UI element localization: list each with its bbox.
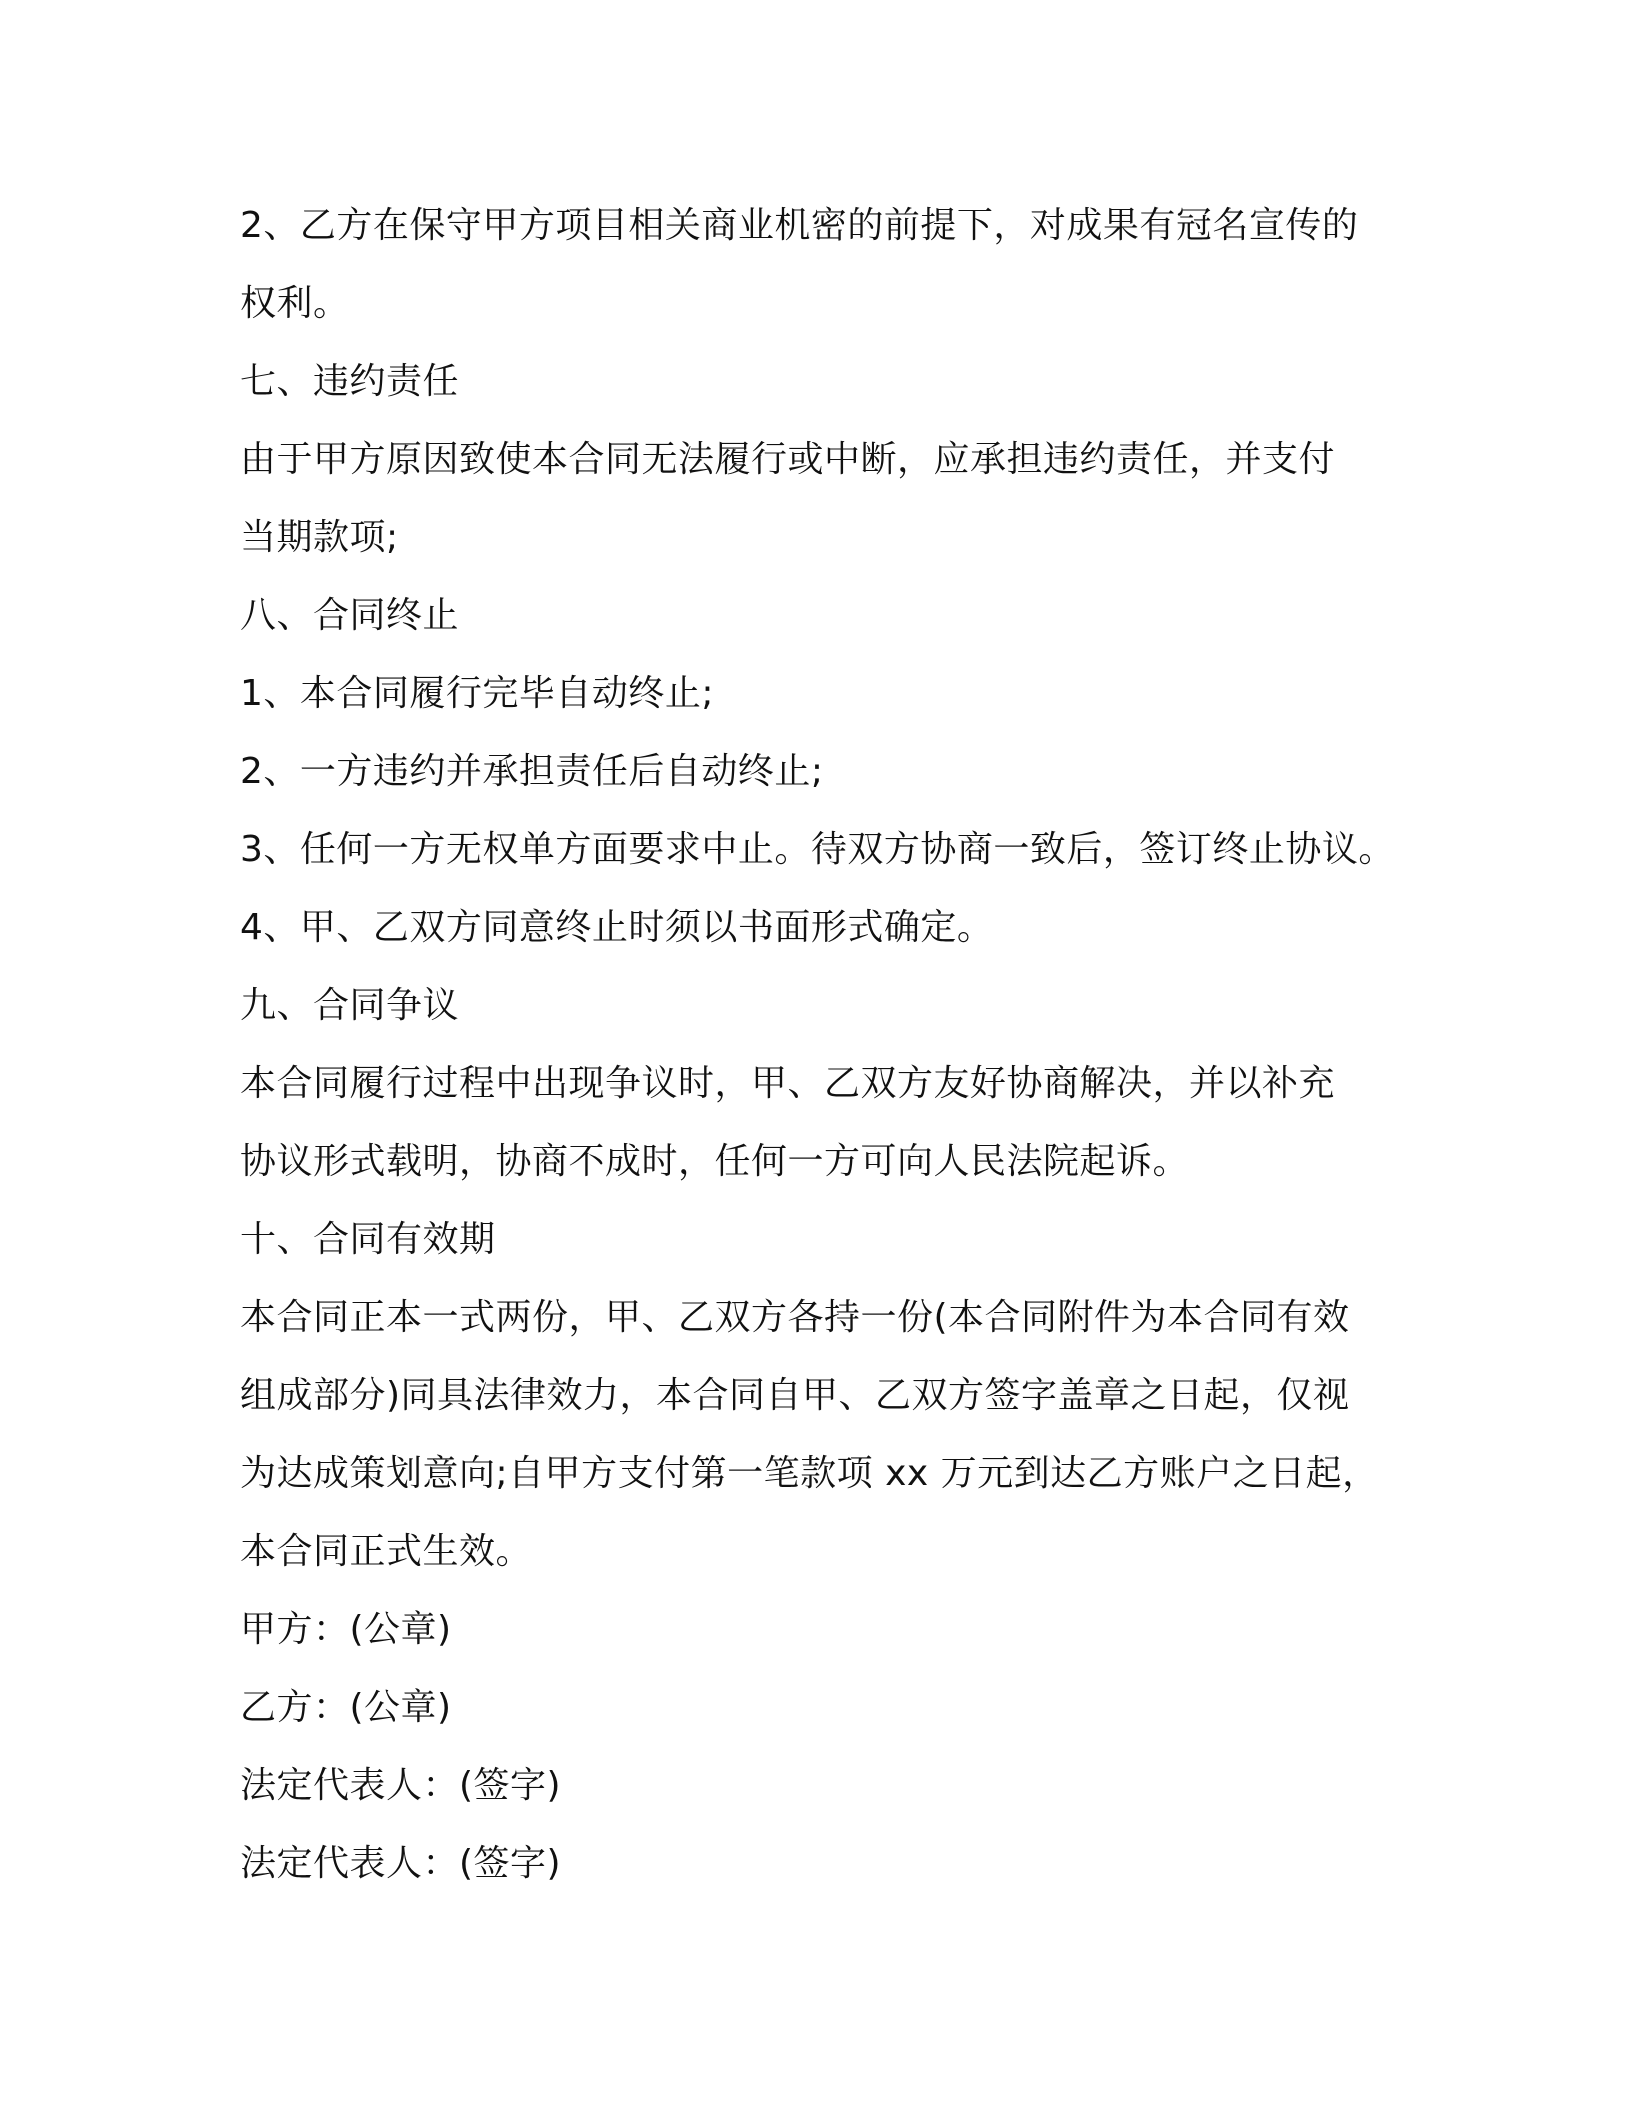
dispute-paragraph-line-2: 协议形式载明，协商不成时，任何一方可向人民法院起诉。	[240, 1141, 1190, 1182]
breach-paragraph-line-1: 由于甲方原因致使本合同无法履行或中断，应承担违约责任，并支付	[240, 439, 1336, 480]
section-heading-breach-liability: 七、违约责任	[240, 361, 460, 402]
section-heading-validity: 十、合同有效期	[240, 1219, 496, 1260]
validity-paragraph-line-3: 为达成策划意向;自甲方支付第一笔款项 xx 万元到达乙方账户之日起，	[240, 1453, 1379, 1494]
breach-paragraph-line-2: 当期款项;	[240, 517, 399, 558]
clause-6-item-2-line-2: 权利。	[240, 283, 350, 324]
party-b-seal: 乙方：(公章)	[240, 1687, 452, 1728]
dispute-paragraph-line-1: 本合同履行过程中出现争议时，甲、乙双方友好协商解决，并以补充	[240, 1063, 1336, 1104]
clause-6-item-2-line-1: 2、乙方在保守甲方项目相关商业机密的前提下，对成果有冠名宣传的	[240, 205, 1359, 246]
termination-item-4: 4、甲、乙双方同意终止时须以书面形式确定。	[240, 907, 994, 948]
termination-item-3: 3、任何一方无权单方面要求中止。待双方协商一致后，签订终止协议。	[240, 829, 1395, 870]
validity-paragraph-line-4: 本合同正式生效。	[240, 1531, 533, 1572]
legal-representative-signature-1: 法定代表人：(签字)	[240, 1765, 562, 1806]
validity-paragraph-line-2: 组成部分)同具法律效力，本合同自甲、乙双方签字盖章之日起，仅视	[240, 1375, 1350, 1416]
termination-item-1: 1、本合同履行完毕自动终止;	[240, 673, 715, 714]
party-a-seal: 甲方：(公章)	[240, 1609, 452, 1650]
section-heading-dispute: 九、合同争议	[240, 985, 460, 1026]
section-heading-termination: 八、合同终止	[240, 595, 460, 636]
legal-representative-signature-2: 法定代表人：(签字)	[240, 1843, 562, 1884]
termination-item-2: 2、一方违约并承担责任后自动终止;	[240, 751, 824, 792]
contract-page	[240, 187, 1410, 1903]
validity-paragraph-line-1: 本合同正本一式两份，甲、乙双方各持一份(本合同附件为本合同有效	[240, 1297, 1350, 1338]
